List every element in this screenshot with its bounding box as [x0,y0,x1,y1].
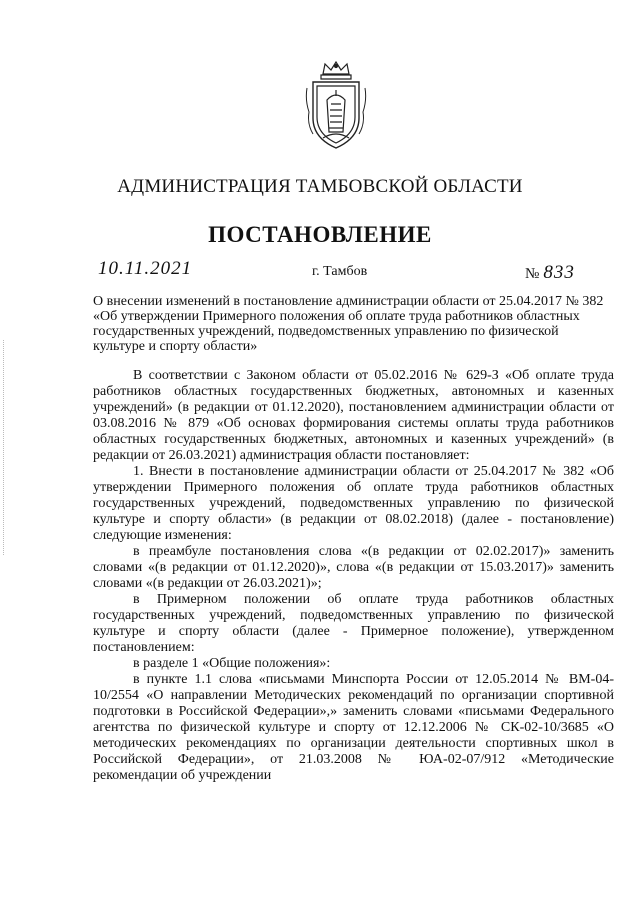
document-title: ПОСТАНОВЛЕНИЕ [208,222,432,247]
paragraph: в разделе 1 «Общие положения»: [133,656,331,671]
coat-of-arms-emblem [305,60,367,152]
handwritten-number: 833 [543,262,575,283]
document-subject: О внесении изменений в постановление администрации области от 25.04.2017 № 382 «Об утверждении Примерного положения об оплате труда работников областных государственных учреждений, подведомственных управлению по физической культуре и спорту области» [93,294,604,354]
paragraph: В соответствии с Законом области от 05.02.2016 № 629-З «Об оплате труда работников областных государственных бюджетных, автономных и казенных учреждений» (в редакции от 01.12.2020), постановлением администрации области от 03.08.2016 № 879 «Об основах формирования системы оплаты труда работников областных государственных бюджетных, автономных и казенных учреждений» (в редакции от 26.03.2021) администрация области постановляет: [93,368,614,463]
paragraph: в Примерном положении об оплате труда работников областных государственных учреждений, подведомственных управлению по физической культуре и спорту области (далее - Примерное положение), утвержденном постановлением: [93,592,614,655]
city-name: г. Тамбов [312,264,368,279]
document-body [93,368,614,784]
paragraph: в пункте 1.1 слова «письмами Минспорта России от 12.05.2014 № ВМ-04-10/2554 «О направлении Методических рекомендаций по организации спортивной подготовки в Российской Федерации»,» заменить словами «письмами Федерального агентства по физической культуре и спорту от 12.12.2006 № СК-02-10/3685 «О методических рекомендациях по организации деятельности спортивных школ в Российской Федерации», от 21.03.2008 № ЮА-02-07/912 «Методические рекомендации об учреждении [93,672,614,783]
paragraph: в преамбуле постановления слова «(в редакции от 02.02.2017)» заменить словами «(в редакции от 01.12.2020)», слова «(в редакции от 15.03.2017)» заменить словами «(в редакции от 26.03.2021)»; [93,544,614,591]
handwritten-date: 10.11.2021 [98,258,193,279]
organization-name: АДМИНИСТРАЦИЯ ТАМБОВСКОЙ ОБЛАСТИ [117,176,523,197]
scan-margin-mark [3,340,5,555]
number-prefix: № [525,266,540,282]
document-number [525,262,575,284]
paragraph: 1. Внести в постановление администрации области от 25.04.2017 № 382 «Об утверждении Примерного положения об оплате труда работников областных государственных учреждений, подведомственных управлению по физической культуре и спорту области» (в редакции от 08.02.2018) (далее - постановление) следующие изменения: [93,464,614,543]
